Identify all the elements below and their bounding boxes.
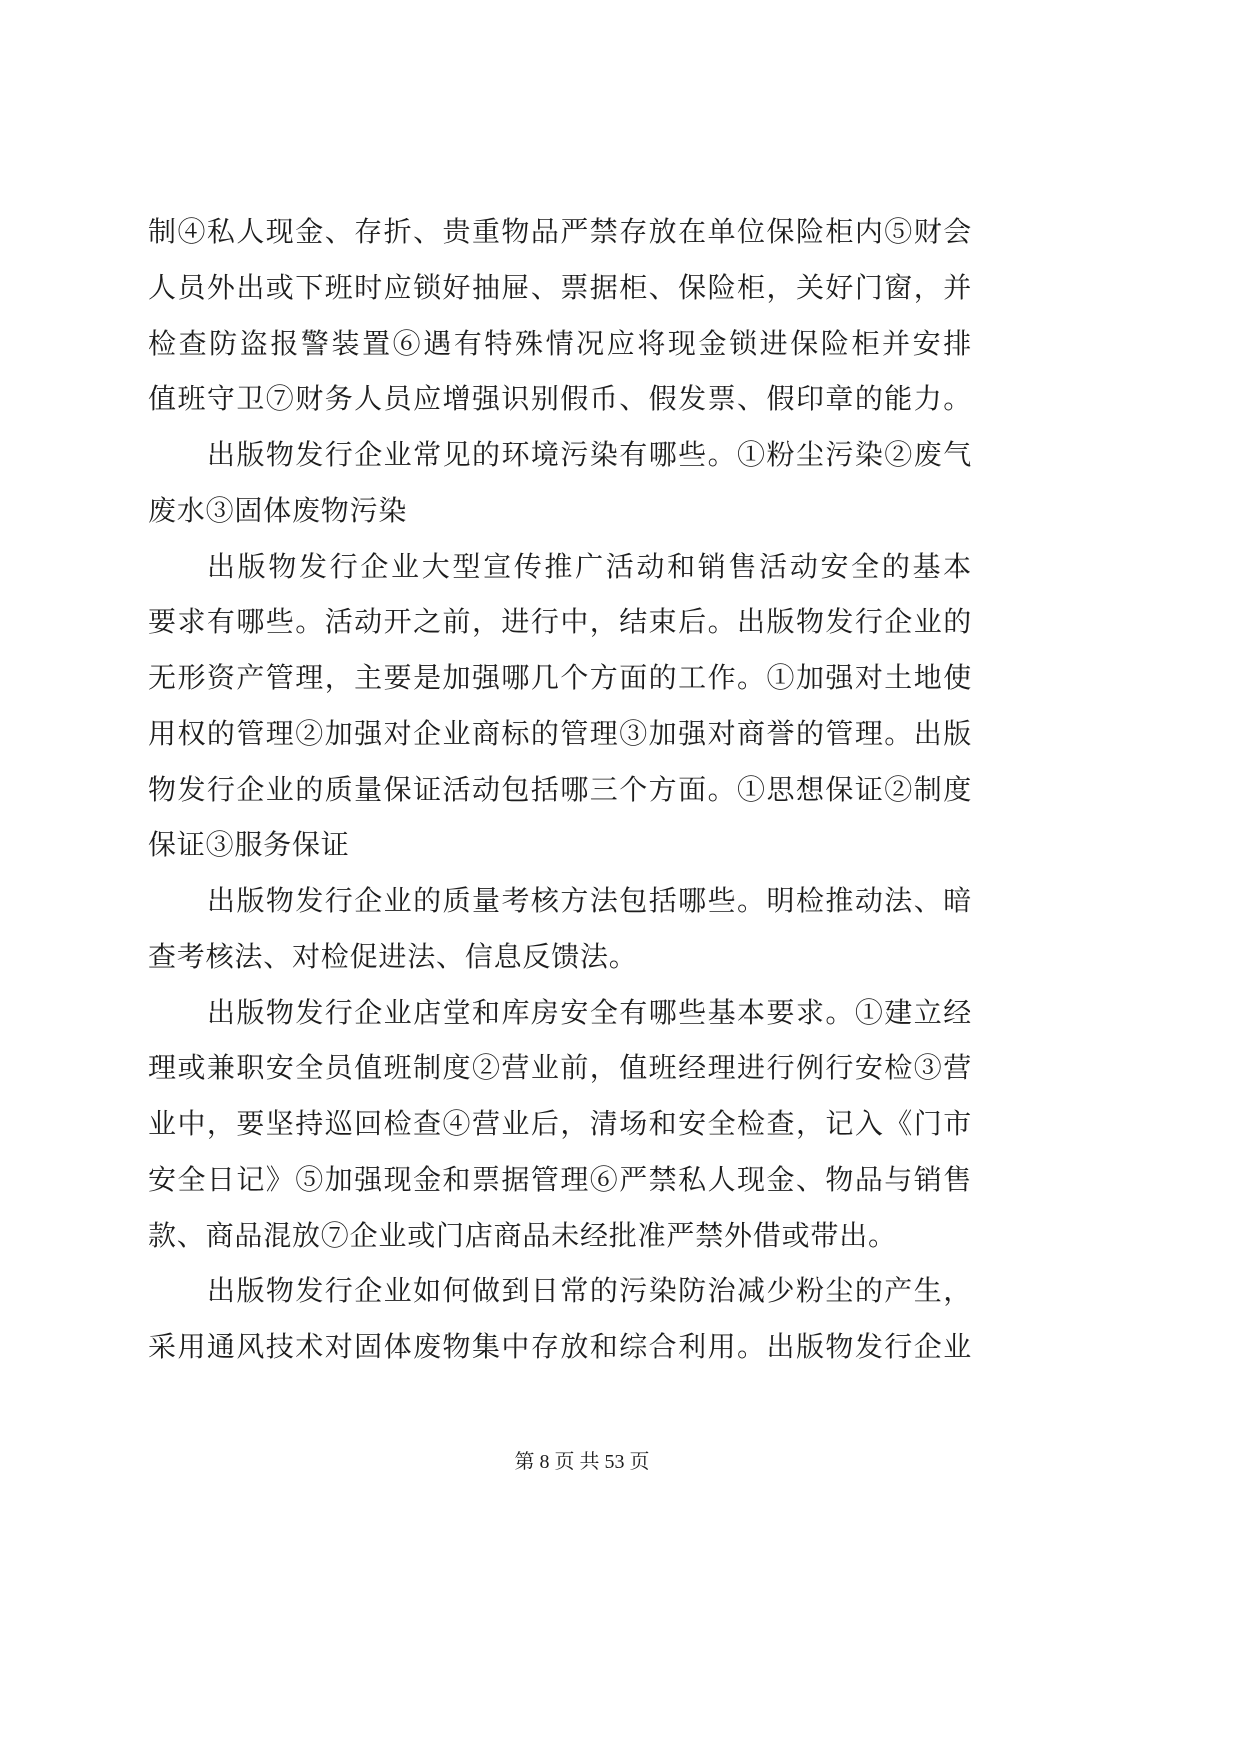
text-line: 制④私人现金、存折、贵重物品严禁存放在单位保险柜内⑤财会 (148, 215, 972, 248)
text-line: 废水③固体废物污染 (148, 493, 408, 527)
text-line: 值班守卫⑦财务人员应增强识别假币、假发票、假印章的能力。 (148, 382, 972, 416)
text-line: 出版物发行企业的质量考核方法包括哪些。明检推动法、暗 (207, 884, 972, 917)
text-line: 检查防盗报警装置⑥遇有特殊情况应将现金锁进保险柜并安排 (148, 326, 972, 360)
page-number-footer: 第 8 页 共 53 页 (514, 1451, 650, 1473)
text-line: 业中，要坚持巡回检查④营业后，清场和安全检查，记入《门市 (148, 1107, 972, 1140)
text-line: 出版物发行企业如何做到日常的污染防治减少粉尘的产生， (207, 1274, 972, 1308)
text-line: 查考核法、对检促进法、信息反馈法。 (148, 939, 638, 973)
paragraph (148, 204, 972, 427)
text-line: 出版物发行企业常见的环境污染有哪些。①粉尘污染②废气 (207, 438, 972, 471)
text-line: 保证③服务保证 (148, 828, 350, 862)
text-line: 采用通风技术对固体废物集中存放和综合利用。出版物发行企业 (148, 1330, 972, 1363)
text-line: 理或兼职安全员值班制度②营业前，值班经理进行例行安检③营 (148, 1051, 972, 1085)
text-line: 用权的管理②加强对企业商标的管理③加强对商誉的管理。出版 (148, 716, 972, 750)
text-line: 出版物发行企业大型宣传推广活动和销售活动安全的基本 (207, 549, 972, 583)
document-body (148, 204, 972, 1375)
text-line: 安全日记》⑤加强现金和票据管理⑥严禁私人现金、物品与销售 (148, 1162, 972, 1196)
paragraph (148, 539, 972, 874)
paragraph (148, 873, 972, 985)
paragraph (148, 985, 972, 1264)
text-line: 出版物发行企业店堂和库房安全有哪些基本要求。①建立经 (207, 995, 972, 1029)
paragraph (148, 1263, 972, 1375)
text-line: 无形资产管理，主要是加强哪几个方面的工作。①加强对土地使 (148, 661, 972, 694)
text-line: 物发行企业的质量保证活动包括哪三个方面。①思想保证②制度 (148, 772, 972, 806)
text-line: 人员外出或下班时应锁好抽屉、票据柜、保险柜，关好门窗，并 (148, 270, 972, 304)
text-line: 要求有哪些。活动开之前，进行中，结束后。出版物发行企业的 (148, 605, 972, 639)
paragraph (148, 427, 972, 539)
text-line: 款、商品混放⑦企业或门店商品未经批准严禁外借或带出。 (148, 1218, 897, 1252)
